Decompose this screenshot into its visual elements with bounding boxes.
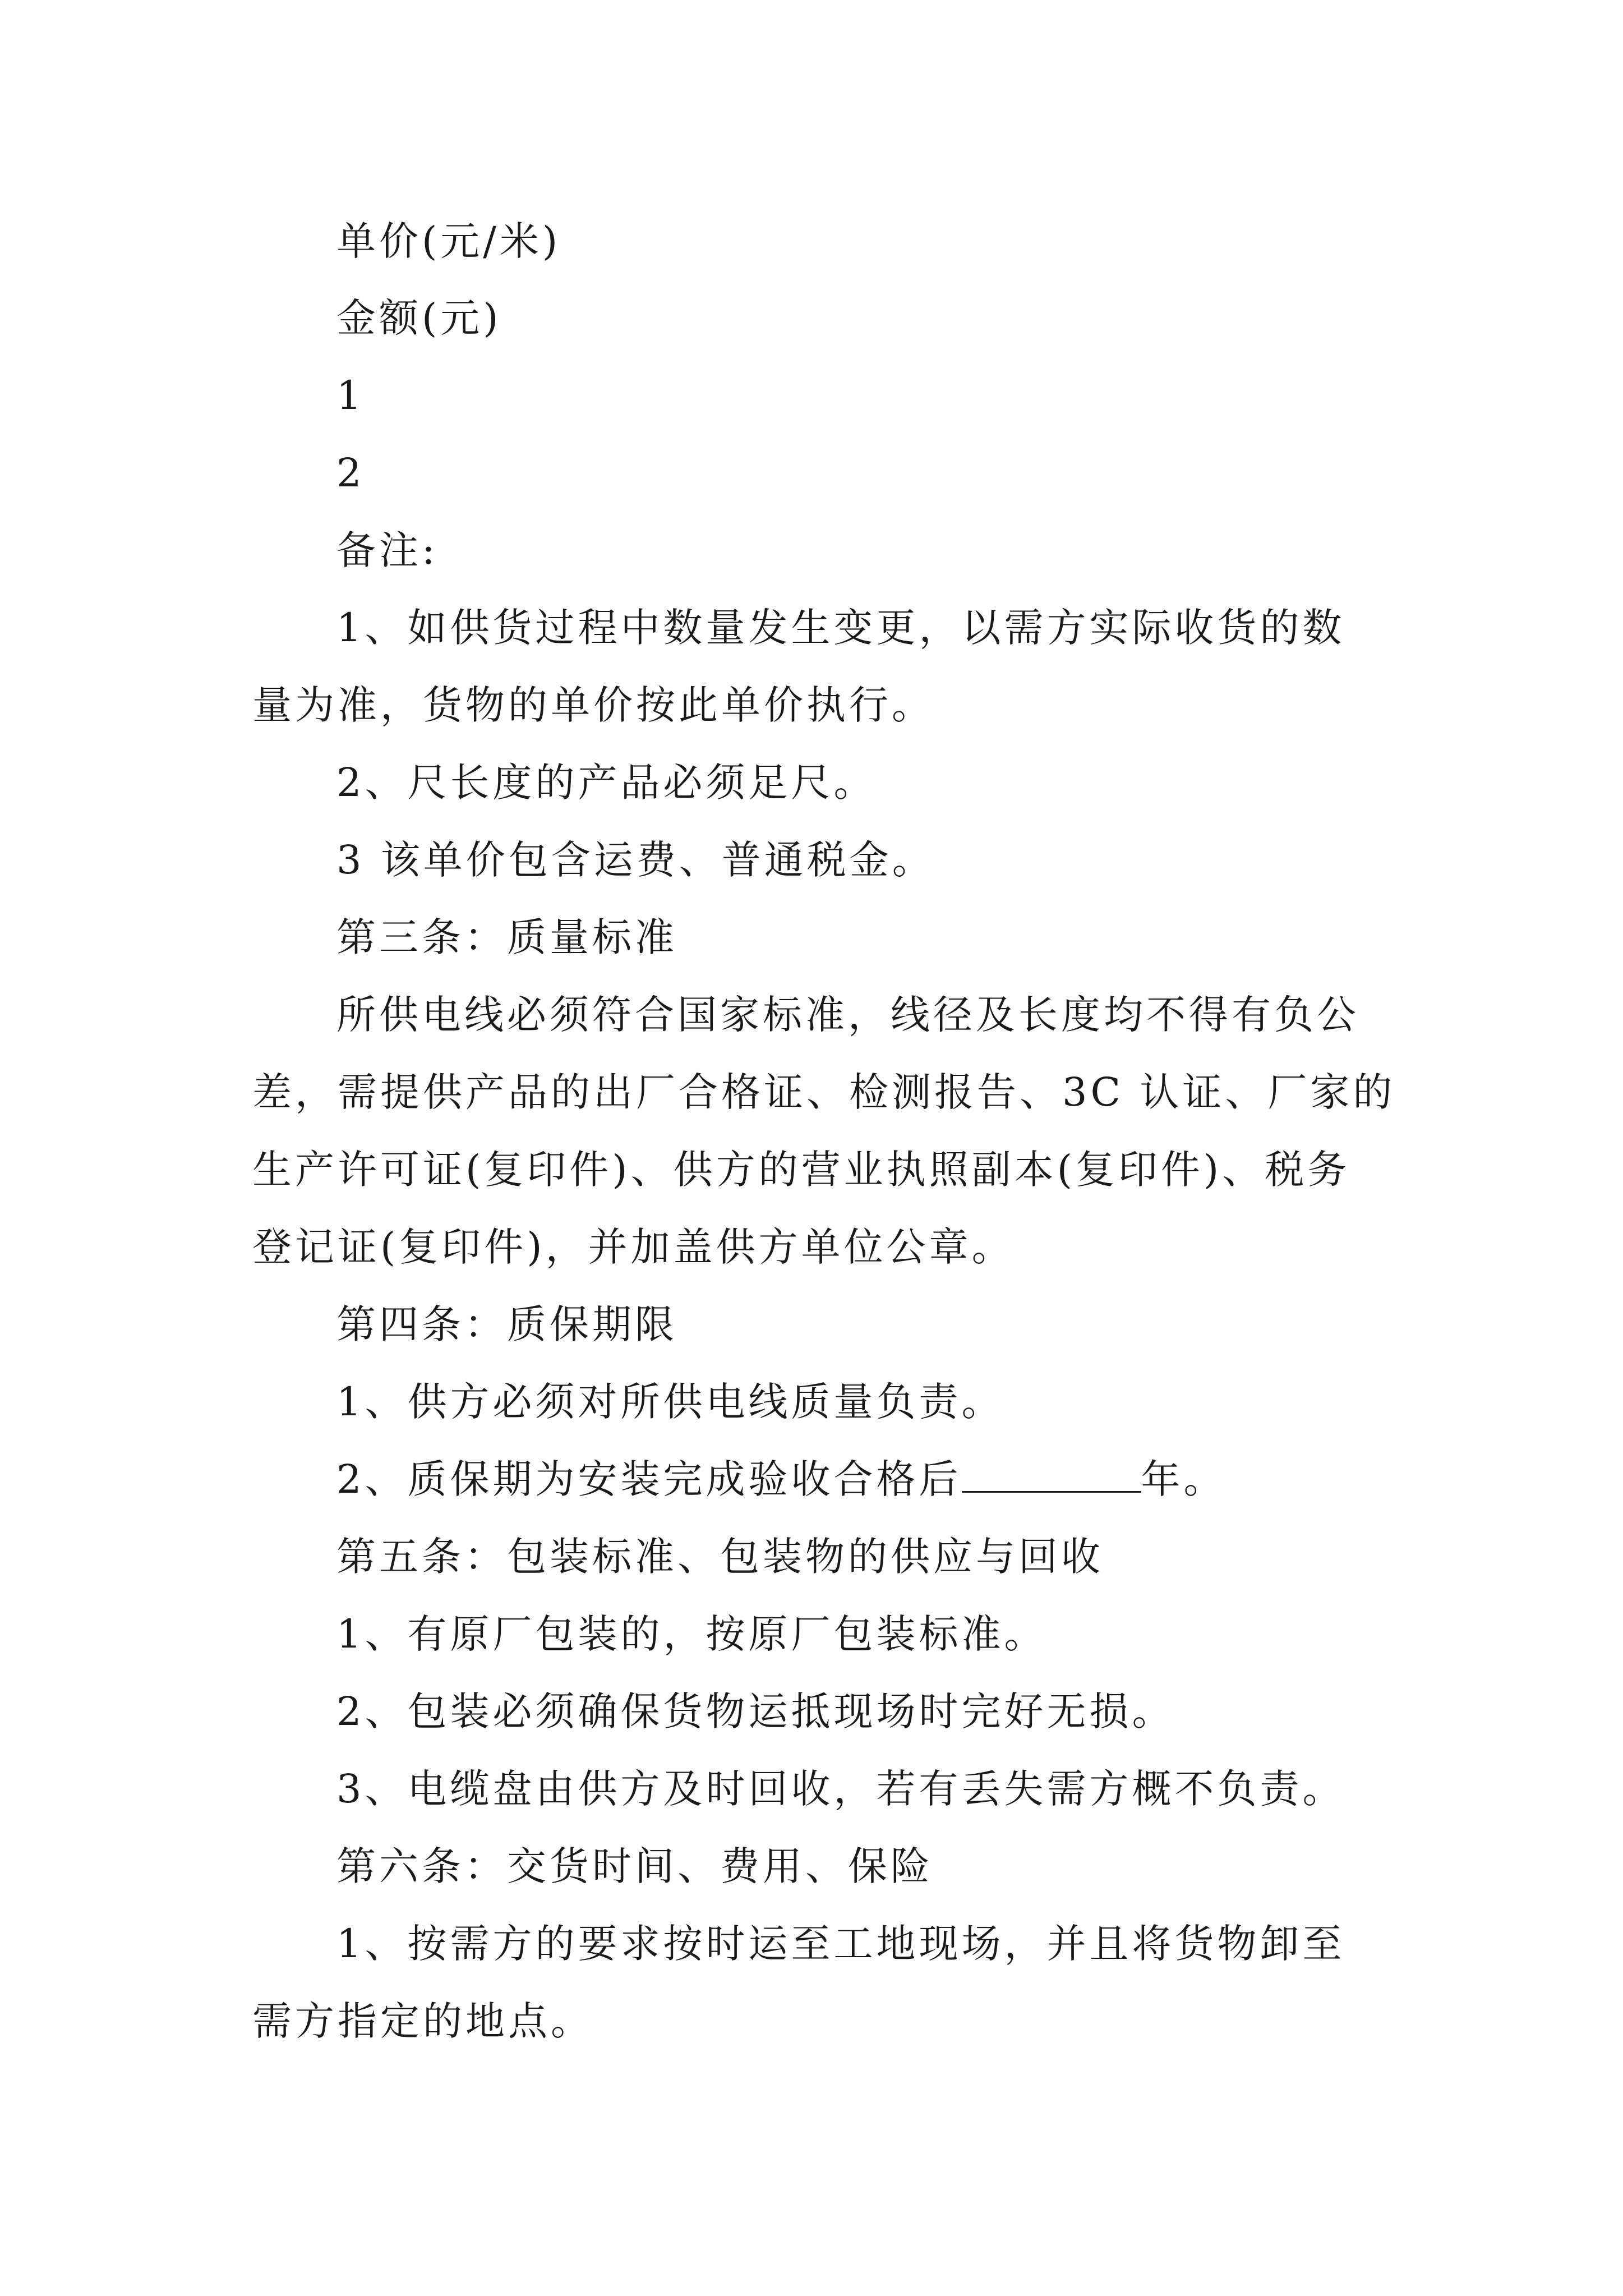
article-4-item-1: 1、供方必须对所供电线质量负责。 — [336, 1379, 1004, 1425]
article-3-heading: 第三条：质量标准 — [336, 914, 677, 960]
article-3-paragraph-line-3: 生产许可证(复印件)、供方的营业执照副本(复印件)、税务 — [252, 1147, 1350, 1193]
warranty-unit: 年。 — [1141, 1456, 1227, 1502]
remark-1-line-2: 量为准，货物的单价按此单价执行。 — [252, 682, 934, 728]
remarks-heading: 备注: — [336, 527, 439, 573]
table-header-unit-price: 单价(元/米) — [336, 218, 561, 264]
article-3-paragraph-line-1: 所供电线必须符合国家标准，线径及长度均不得有负公 — [336, 992, 1359, 1038]
article-5-heading: 第五条：包装标准、包装物的供应与回收 — [336, 1534, 1104, 1580]
article-5-item-3: 3、电缆盘由供方及时回收，若有丢失需方概不负责。 — [336, 1766, 1345, 1812]
article-5-item-1: 1、有原厂包装的，按原厂包装标准。 — [336, 1611, 1047, 1657]
article-3-paragraph-line-2: 差，需提供产品的出厂合格证、检测报告、3C 认证、厂家的 — [252, 1069, 1396, 1115]
table-header-amount: 金额(元) — [336, 295, 502, 341]
warranty-text: 2、质保期为安装完成验收合格后 — [336, 1456, 962, 1502]
article-6-item-1-line-2: 需方指定的地点。 — [252, 1998, 593, 2044]
remark-1-line-1: 1、如供货过程中数量发生变更，以需方实际收货的数 — [336, 605, 1345, 651]
article-5-item-2: 2、包装必须确保货物运抵现场时完好无损。 — [336, 1688, 1175, 1734]
article-6-heading: 第六条：交货时间、费用、保险 — [336, 1843, 933, 1889]
table-row-number-1: 1 — [336, 372, 365, 418]
warranty-years-blank — [962, 1456, 1141, 1493]
article-4-heading: 第四条：质保期限 — [336, 1301, 677, 1347]
table-row-number-2: 2 — [336, 450, 365, 496]
article-4-item-2 — [336, 1454, 1458, 1504]
remark-3: 3 该单价包含运费、普通税金。 — [336, 837, 935, 883]
article-6-item-1-line-1: 1、按需方的要求按时运至工地现场，并且将货物卸至 — [336, 1921, 1345, 1967]
remark-2: 2、尺长度的产品必须足尺。 — [336, 760, 877, 806]
article-3-paragraph-line-4: 登记证(复印件)，并加盖供方单位公章。 — [252, 1224, 1015, 1270]
